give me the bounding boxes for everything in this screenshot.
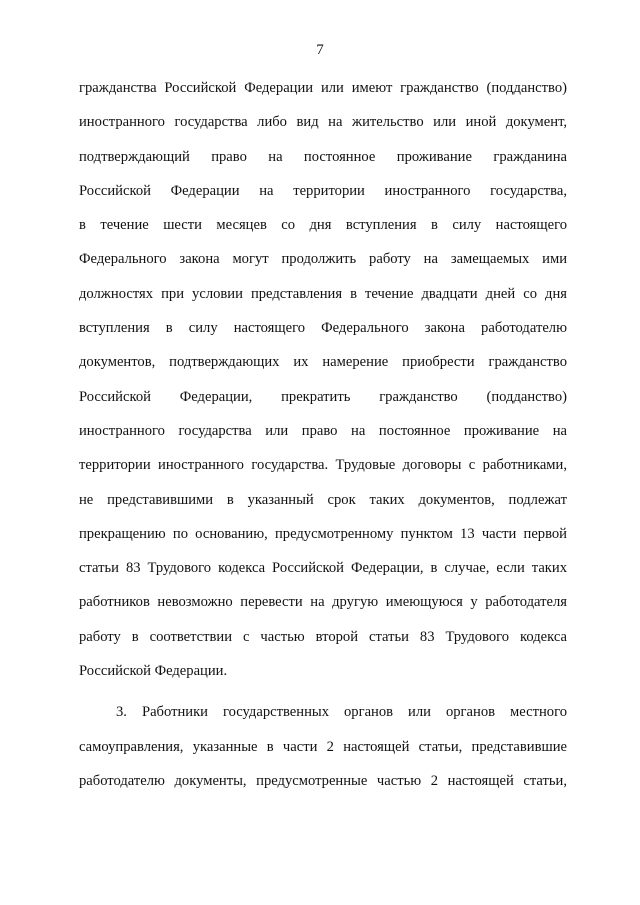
text-line: прекращению по основанию, предусмотренному пунктом 13 части первой: [79, 525, 567, 542]
text-line: самоуправления, указанные в части 2 настоящей статьи, представившие: [79, 738, 567, 755]
text-line: должностях при условии представления в течение двадцати дней со дня: [79, 285, 567, 302]
text-line: работодателю документы, предусмотренные частью 2 настоящей статьи,: [79, 772, 567, 789]
text-line: 3. Работники государственных органов или органов местного: [116, 704, 567, 721]
paragraph-gap: [79, 693, 567, 700]
text-line: работу в соответствии с частью второй статьи 83 Трудового кодекса: [79, 628, 567, 645]
text-line: Российской Федерации на территории иностранного государства,: [79, 182, 567, 199]
page-number: 7: [316, 42, 324, 58]
text-line: в течение шести месяцев со дня вступления в силу настоящего: [79, 217, 567, 234]
text-line: подтверждающий право на постоянное проживание гражданина: [79, 148, 567, 165]
text-line: работников невозможно перевести на другую имеющуюся у работодателя: [79, 594, 567, 611]
text-line: Российской Федерации, прекратить гражданство (подданство): [79, 388, 567, 405]
text-line: территории иностранного государства. Трудовые договоры с работниками,: [79, 457, 567, 474]
text-line: Российской Федерации.: [79, 663, 228, 680]
text-line: гражданства Российской Федерации или имеют гражданство (подданство): [79, 80, 567, 96]
document-body: [79, 76, 567, 803]
text-line: не представившими в указанный срок таких документов, подлежат: [79, 491, 567, 508]
text-line: вступления в силу настоящего Федерального закона работодателю: [79, 320, 567, 337]
text-line: иностранного государства либо вид на жительство или иной документ,: [79, 114, 567, 131]
text-line: документов, подтверждающих их намерение приобрести гражданство: [79, 354, 567, 371]
text-line: статьи 83 Трудового кодекса Российской Федерации, в случае, если таких: [79, 560, 567, 577]
text-line: Федерального закона могут продолжить работу на замещаемых ими: [79, 251, 567, 268]
text-line: иностранного государства или право на постоянное проживание на: [79, 422, 567, 439]
